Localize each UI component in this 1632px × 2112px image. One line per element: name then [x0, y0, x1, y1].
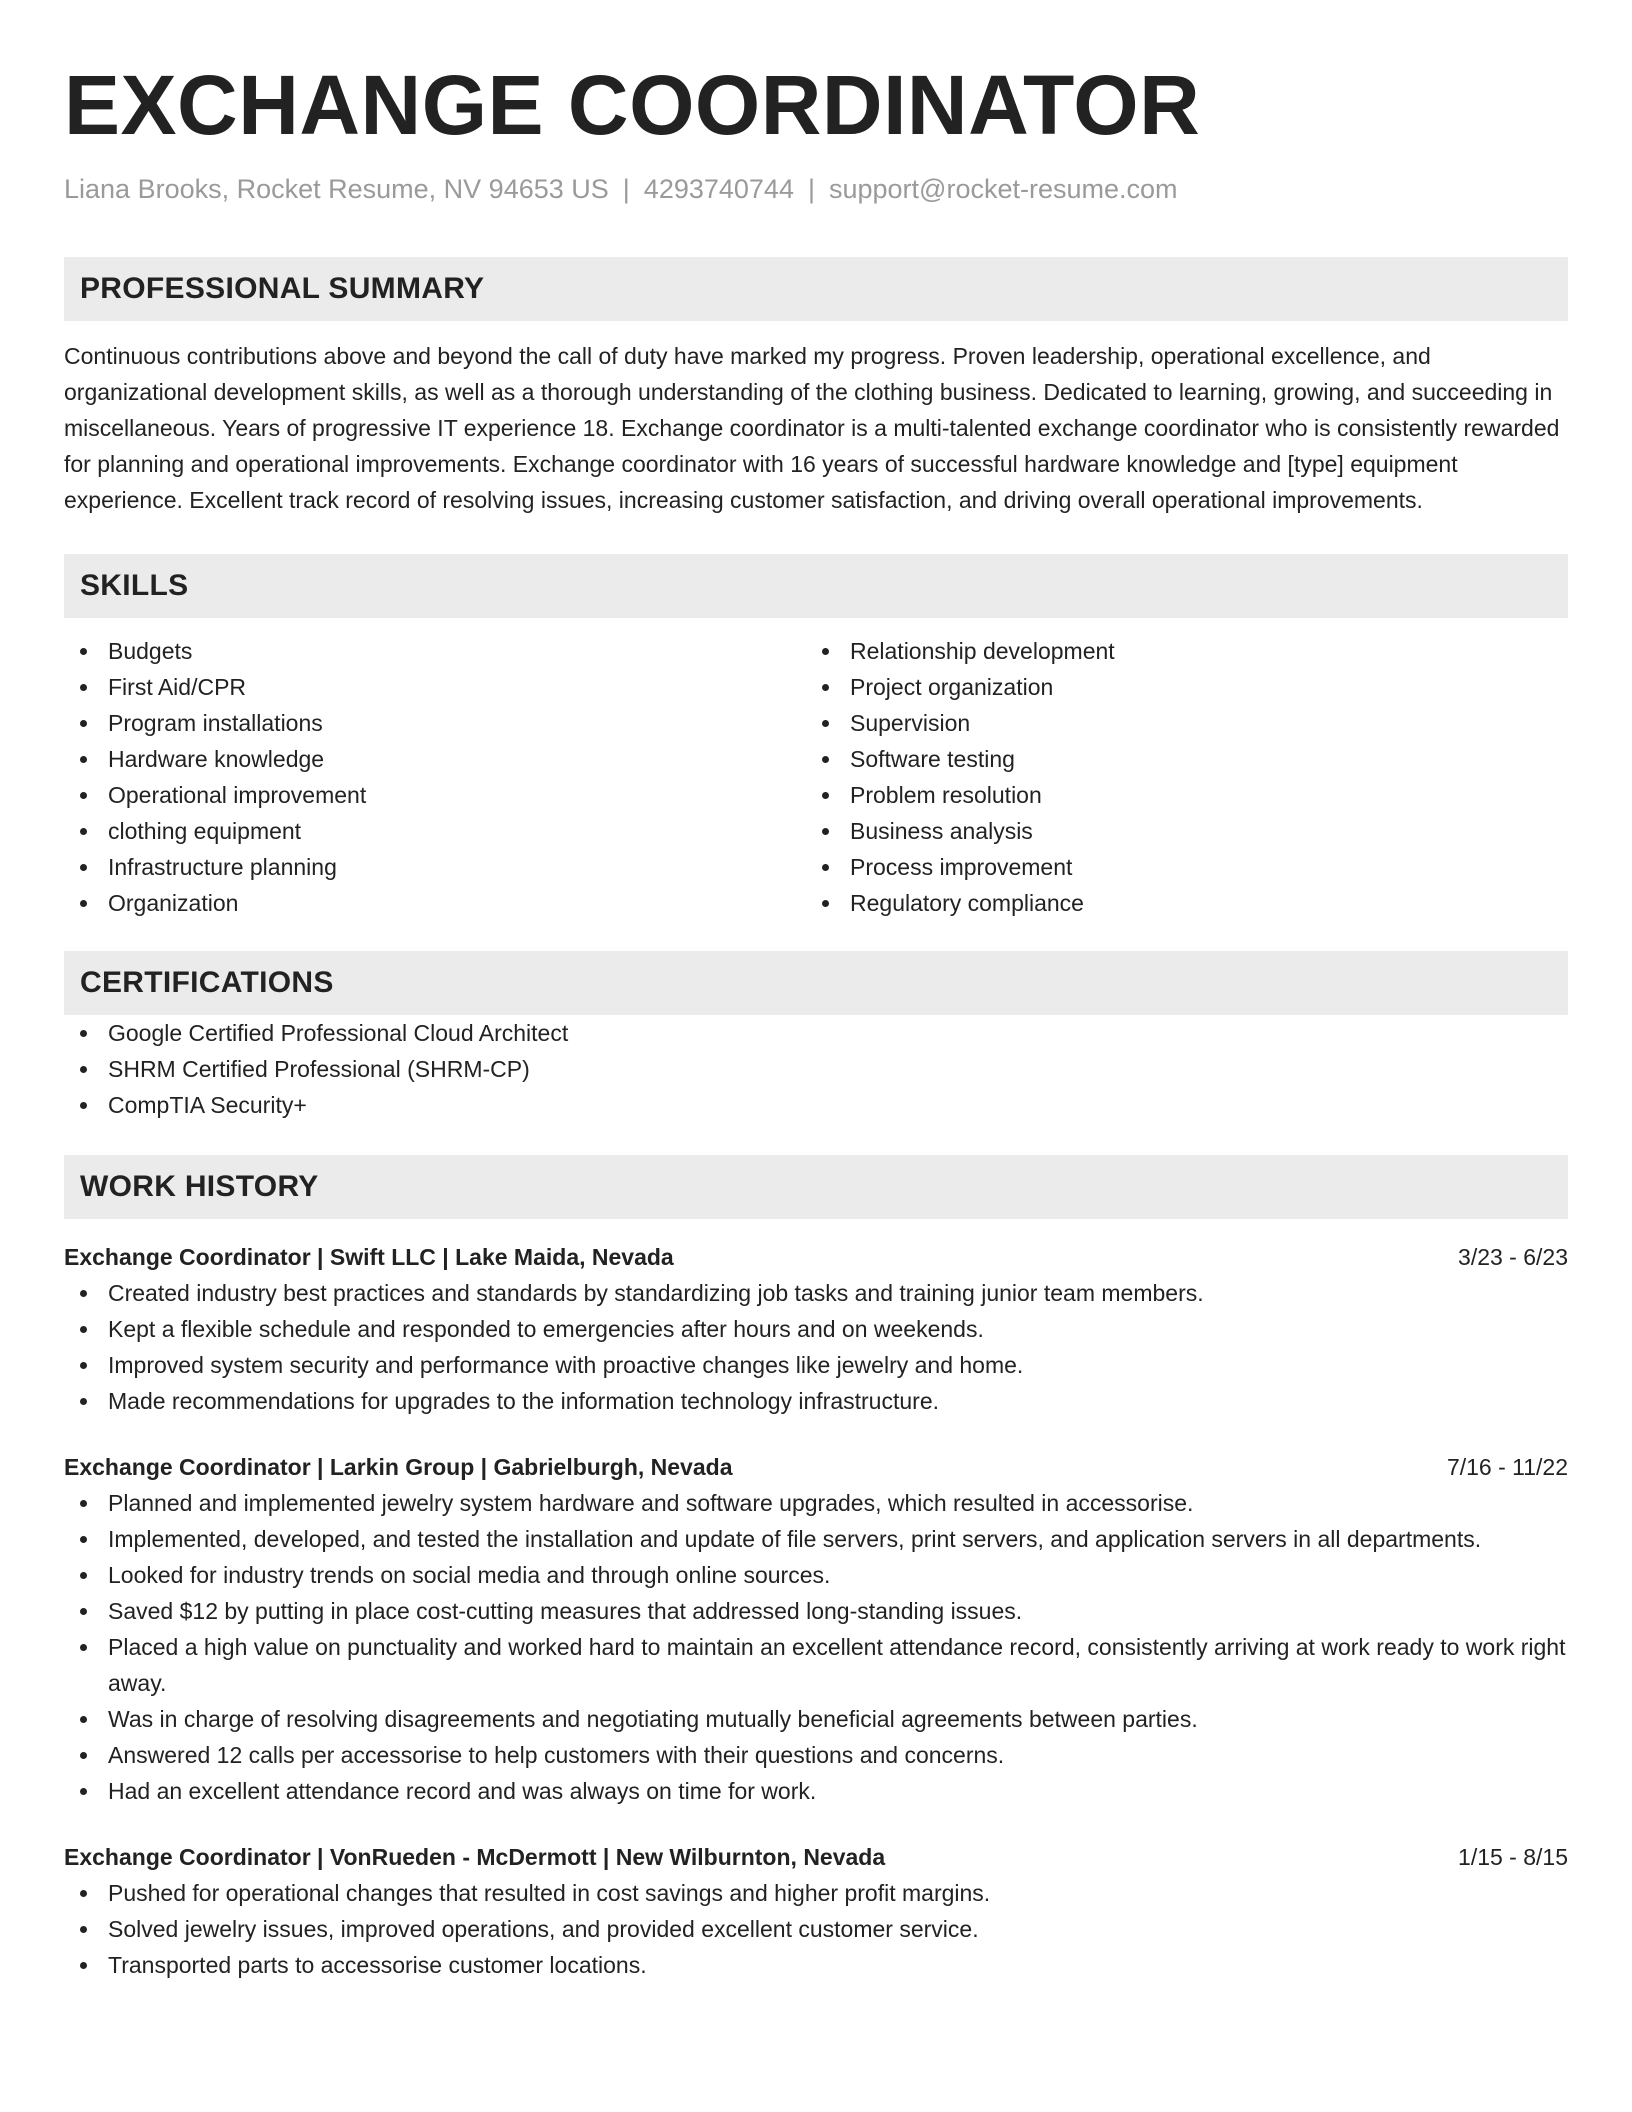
contact-line: [64, 171, 1568, 207]
skill-item: Program installations: [64, 705, 806, 741]
job-bullet: Placed a high value on punctuality and worked hard to maintain an excellent attendance record, consistently arriving at work ready to work right away.: [64, 1629, 1568, 1701]
skill-item: Problem resolution: [806, 777, 1548, 813]
job-bullet: Kept a flexible schedule and responded to emergencies after hours and on weekends.: [64, 1311, 1568, 1347]
job-bullet: Saved $12 by putting in place cost-cutting measures that addressed long-standing issues.: [64, 1593, 1568, 1629]
skill-item: First Aid/CPR: [64, 669, 806, 705]
job-bullet: Pushed for operational changes that resulted in cost savings and higher profit margins.: [64, 1875, 1568, 1911]
certifications-heading: CERTIFICATIONS: [80, 966, 334, 999]
job-bullet: Planned and implemented jewelry system hardware and software upgrades, which resulted in accessorise.: [64, 1485, 1568, 1521]
skill-item: Software testing: [806, 741, 1548, 777]
resume-page: [64, 0, 1568, 1983]
job-title: Exchange Coordinator | Swift LLC | Lake Maida, Nevada: [64, 1244, 674, 1270]
skill-item: Business analysis: [806, 813, 1548, 849]
job-title: Exchange Coordinator | Larkin Group | Gabrielburgh, Nevada: [64, 1454, 733, 1480]
contact-email: support@rocket-resume.com: [828, 174, 1178, 204]
job-header: [64, 1839, 1568, 1875]
job-bullet: Made recommendations for upgrades to the information technology infrastructure.: [64, 1383, 1568, 1419]
skill-item: Process improvement: [806, 849, 1548, 885]
skills-column-right: [806, 633, 1548, 921]
job-bullet: Was in charge of resolving disagreements and negotiating mutually beneficial agreements between parties.: [64, 1701, 1568, 1737]
job-bullet: Had an excellent attendance record and was always on time for work.: [64, 1773, 1568, 1809]
skill-item: Operational improvement: [64, 777, 806, 813]
summary-section-header: [64, 257, 1568, 321]
job-bullets: [64, 1275, 1568, 1419]
work-history-section-header: [64, 1155, 1568, 1219]
summary-heading: PROFESSIONAL SUMMARY: [80, 272, 485, 305]
job-header: [64, 1449, 1568, 1485]
job-bullet: Improved system security and performance with proactive changes like jewelry and home.: [64, 1347, 1568, 1383]
skill-item: Infrastructure planning: [64, 849, 806, 885]
job-bullets: [64, 1875, 1568, 1983]
skill-item: Supervision: [806, 705, 1548, 741]
skill-item: Hardware knowledge: [64, 741, 806, 777]
job-bullet: Created industry best practices and standards by standardizing job tasks and training junior team members.: [64, 1275, 1568, 1311]
job-bullet: Transported parts to accessorise customer locations.: [64, 1947, 1568, 1983]
contact-separator: |: [807, 174, 815, 204]
contact-separator: |: [622, 174, 630, 204]
contact-address: Liana Brooks, Rocket Resume, NV 94653 US: [64, 174, 609, 204]
summary-text: Continuous contributions above and beyond the call of duty have marked my progress. Proven leadership, operational excellence, and organizational development skills, as well as a thorough understanding of the clothing business. Dedicated to learning, growing, and succeeding in miscellaneous. Years of progressive IT experience 18. Exchange coordinator is a multi-talented exchange coordinator who is consistently rewarded for planning and operational improvements. Exchange coordinator with 16 years of successful hardware knowledge and [type] equipment experience. Excellent track record of resolving issues, increasing customer satisfaction, and driving overall operational improvements.: [64, 343, 1560, 513]
job-entry: [64, 1839, 1568, 1983]
job-entry: [64, 1449, 1568, 1809]
skill-item: clothing equipment: [64, 813, 806, 849]
skill-item: Relationship development: [806, 633, 1548, 669]
skills-heading: SKILLS: [80, 569, 189, 602]
skills-section-header: [64, 554, 1568, 618]
certifications-list: [64, 1015, 1568, 1123]
job-bullet: Implemented, developed, and tested the installation and update of file servers, print servers, and application servers in all departments.: [64, 1521, 1568, 1557]
job-entry: [64, 1239, 1568, 1419]
skill-item: Project organization: [806, 669, 1548, 705]
contact-phone: 4293740744: [643, 174, 794, 204]
job-dates: 3/23 - 6/23: [1458, 1244, 1568, 1270]
job-header: [64, 1239, 1568, 1275]
skill-item: Regulatory compliance: [806, 885, 1548, 921]
job-dates: 1/15 - 8/15: [1458, 1844, 1568, 1870]
certification-item: CompTIA Security+: [64, 1087, 1568, 1123]
certification-item: SHRM Certified Professional (SHRM-CP): [64, 1051, 1568, 1087]
skills-grid: [64, 633, 1568, 921]
resume-title: EXCHANGE COORDINATOR: [64, 58, 1201, 152]
skill-item: Organization: [64, 885, 806, 921]
job-bullet: Looked for industry trends on social media and through online sources.: [64, 1557, 1568, 1593]
work-history-heading: WORK HISTORY: [80, 1170, 319, 1203]
certifications-section-header: [64, 951, 1568, 1015]
job-bullet: Solved jewelry issues, improved operations, and provided excellent customer service.: [64, 1911, 1568, 1947]
skills-column-left: [64, 633, 806, 921]
job-bullet: Answered 12 calls per accessorise to help customers with their questions and concerns.: [64, 1737, 1568, 1773]
skill-item: Budgets: [64, 633, 806, 669]
job-title: Exchange Coordinator | VonRueden - McDermott | New Wilburnton, Nevada: [64, 1844, 886, 1870]
job-bullets: [64, 1485, 1568, 1809]
job-dates: 7/16 - 11/22: [1446, 1454, 1568, 1480]
certification-item: Google Certified Professional Cloud Architect: [64, 1015, 1568, 1051]
